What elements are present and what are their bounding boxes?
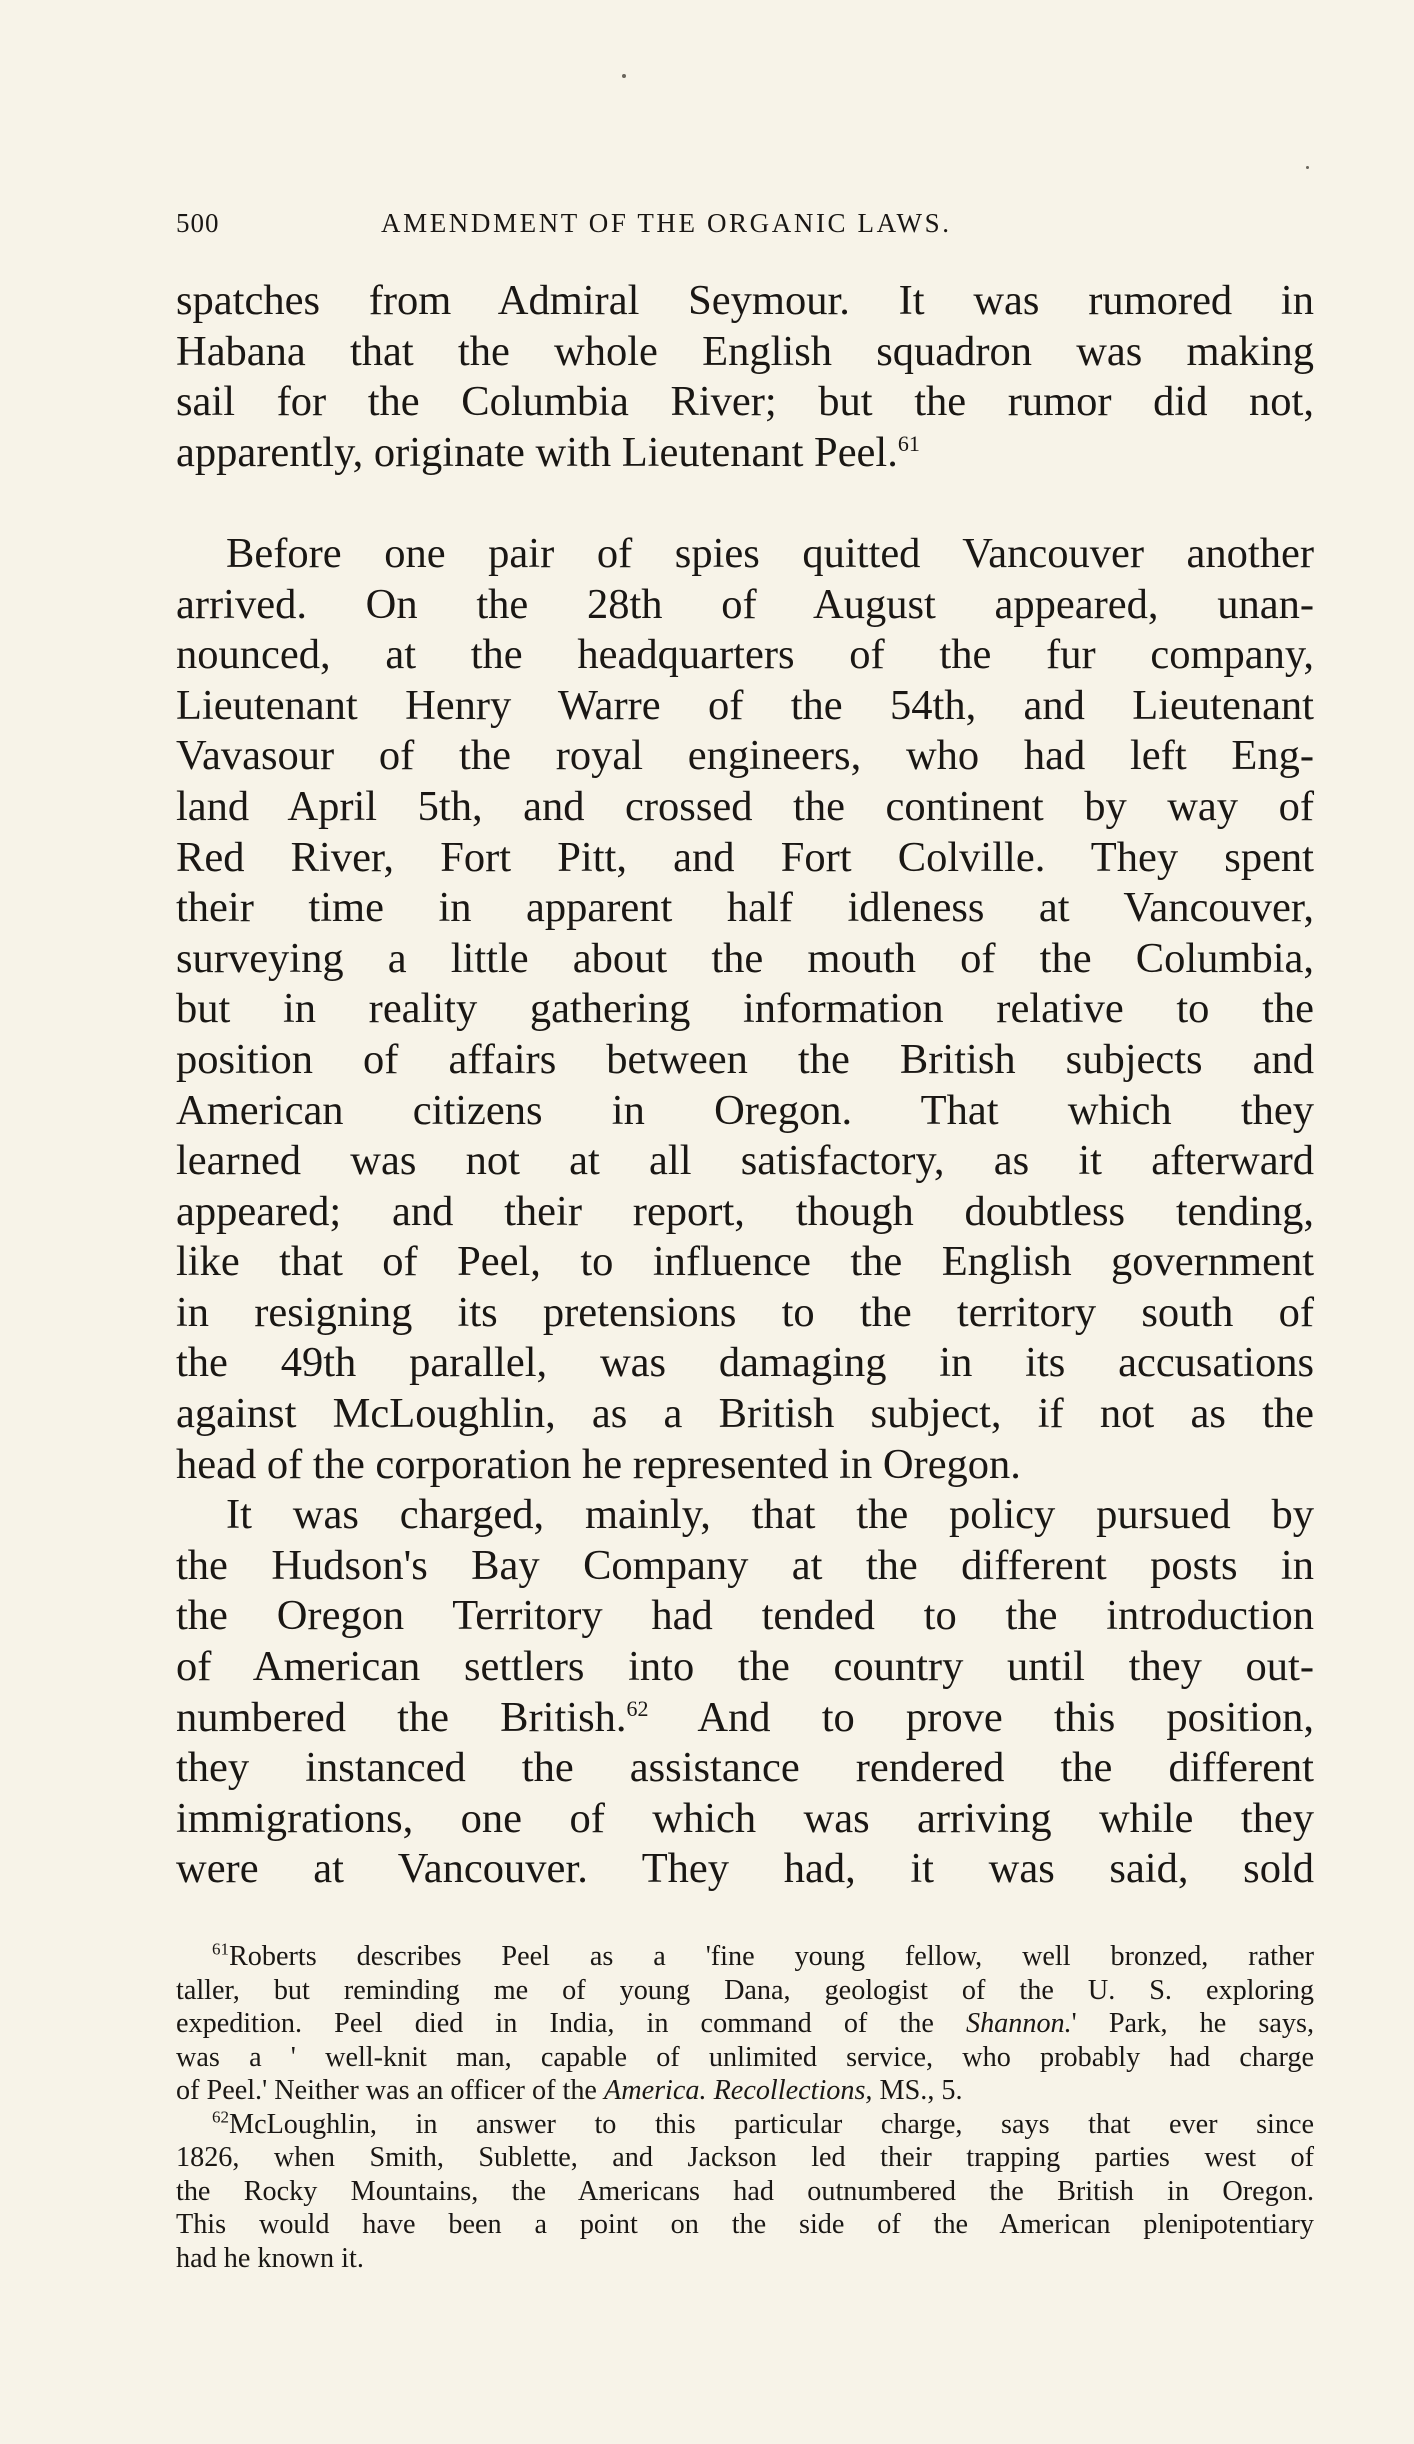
text-line: head of the corporation he represented in Oregon. <box>176 1440 1021 1488</box>
text-line: land April 5th, and crossed the continent by way of <box>176 782 1314 830</box>
text-line: like that of Peel, to influence the English government <box>176 1238 1314 1286</box>
text-line: appeared; and their report, though doubtless tending, <box>176 1187 1314 1235</box>
footnote-line: had he known it. <box>176 2242 364 2274</box>
footnotes <box>176 1940 1314 2275</box>
running-head-title: AMENDMENT OF THE ORGANIC LAWS. <box>381 208 952 238</box>
text-line: spatches from Admiral Seymour. It was rumored in <box>176 277 1314 324</box>
text-line: arrived. On the 28th of August appeared, unan- <box>176 580 1314 628</box>
text-line: American citizens in Oregon. That which they <box>176 1086 1314 1134</box>
text-line: Vavasour of the royal engineers, who had left Eng- <box>176 732 1314 780</box>
footnote-line: expedition. Peel died in India, in command of the Shannon.' Park, he says, <box>176 2008 1314 2039</box>
page-number: 500 <box>176 208 220 238</box>
text-line: Habana that the whole English squadron was making <box>176 327 1314 375</box>
text-line: the Hudson's Bay Company at the different posts in <box>176 1541 1314 1589</box>
footnote-number: 62 <box>212 2107 229 2127</box>
footnote-line: was a ' well-knit man, capable of unlimited service, who probably had charge <box>176 2041 1314 2073</box>
text-line: It was charged, mainly, that the policy pursued by <box>226 1491 1314 1539</box>
text-line: of American settlers into the country until they out- <box>176 1643 1314 1691</box>
text-line: sail for the Columbia River; but the rumor did not, <box>176 378 1314 426</box>
ship-name: Shannon. <box>965 2008 1072 2039</box>
footnote-ref-61: 61 <box>897 430 920 456</box>
text-line: nounced, at the headquarters of the fur company, <box>176 631 1314 679</box>
source-title: Recollections, <box>713 2075 873 2106</box>
footnote-ref-62: 62 <box>626 1695 649 1721</box>
text-line: surveying a little about the mouth of the Columbia, <box>176 934 1314 982</box>
text-line: immigrations, one of which was arriving while they <box>176 1794 1314 1842</box>
text-line: their time in apparent half idleness at Vancouver, <box>176 884 1314 932</box>
footnote-line: 1826, when Smith, Sublette, and Jackson led their trapping parties west of <box>176 2142 1314 2173</box>
ship-name: America. <box>604 2075 707 2106</box>
text-line: against McLoughlin, as a British subject, if not as the <box>176 1390 1314 1438</box>
text-line: the Oregon Territory had tended to the introduction <box>176 1592 1314 1640</box>
running-head <box>176 208 1106 244</box>
text-line: position of affairs between the British subjects and <box>176 1035 1314 1083</box>
footnote-number: 61 <box>212 1939 229 1959</box>
body-text <box>176 276 1314 1895</box>
text-line: were at Vancouver. They had, it was said, sold <box>176 1845 1314 1893</box>
footnote-61: $^{61}$Roberts describes Peel as a 'fine young fellow, well bronzed, rather <box>212 1939 1314 1972</box>
paper-speck <box>1306 166 1309 169</box>
text-line: Lieutenant Henry Warre of the 54th, and Lieutenant <box>176 681 1314 729</box>
text-line: but in reality gathering information relative to the <box>176 985 1314 1033</box>
footnote-line: This would have been a point on the side of the American plenipotentiary <box>176 2209 1314 2240</box>
text-line: the 49th parallel, was damaging in its accusations <box>176 1339 1314 1387</box>
footnote-line: of Peel.' Neither was an officer of the America. Recollections, MS., 5. <box>176 2075 963 2106</box>
footnote-line: the Rocky Mountains, the Americans had outnumbered the British in Oregon. <box>176 2175 1314 2207</box>
paper-speck <box>622 74 626 78</box>
text-line: in resigning its pretensions to the territory south of <box>176 1288 1314 1336</box>
text-line: they instanced the assistance rendered the different <box>176 1744 1314 1792</box>
text-line: apparently, originate with Lieutenant Peel.$^{61}$ <box>176 428 920 476</box>
text-line: Before one pair of spies quitted Vancouver another <box>226 529 1314 577</box>
text-line: learned was not at all satisfactory, as it afterward <box>176 1137 1314 1185</box>
text-line: Red River, Fort Pitt, and Fort Colville. They spent <box>176 833 1314 881</box>
text-line: numbered the British.$^{62}$ And to prove this position, <box>176 1693 1314 1741</box>
footnote-62: $^{62}$McLoughlin, in answer to this particular charge, says that ever since <box>212 2107 1314 2140</box>
footnote-line: taller, but reminding me of young Dana, geologist of the U. S. exploring <box>176 1974 1314 2006</box>
